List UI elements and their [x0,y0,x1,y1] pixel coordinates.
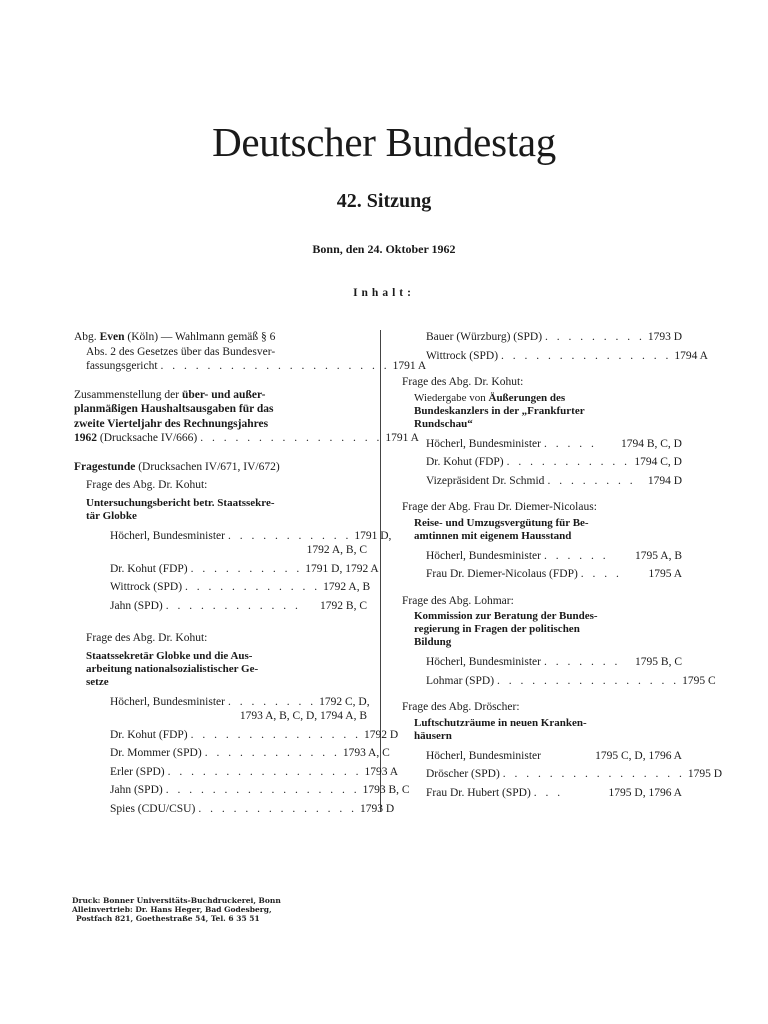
contents-heading: Inhalt: [353,287,415,299]
speaker-entry: Jahn (SPD) . . . . . . . . . . . . 1792 B, C [110,599,367,612]
document-title: Deutscher Bundestag [212,119,556,165]
speaker-entry: Dr. Mommer (SPD) . . . . . . . . . . . . 1793 A, C [110,747,390,759]
speaker-entry: Höcherl, Bundesminister . . . . . . . . 1792 C, D, [110,695,370,708]
question-topic: Reise- und Umzugsvergütung für Be- amtinnen mit eigenem Hausstand [414,516,589,542]
speaker-entry: Höcherl, Bundesminister 1795 C, D, 1796 A [426,749,682,762]
speaker-entry: Höcherl, Bundesminister . . . . . . 1795 A, B [426,549,682,562]
speaker-entry: Dr. Kohut (FDP) . . . . . . . . . . 1791 D, 1792 A [110,562,379,575]
question-heading: Frage des Abg. Dr. Kohut: [86,632,208,644]
speaker-entry: Dr. Kohut (FDP) . . . . . . . . . . . . . . . 1792 D [110,728,399,741]
contents-left-column [74,330,427,830]
entry-even: Abg. Even (Köln) — Wahlmann gemäß § 6 Abs. 2 des Gesetzes über das Bundesver- fassungsgericht . . . . . . . . . . . . . . . . . . . . 1791 A [74,331,427,372]
question-heading: Frage der Abg. Frau Dr. Diemer-Nicolaus: [402,501,597,513]
speaker-entry: Bauer (Würzburg) (SPD) . . . . . . . . . 1793 D [426,331,683,343]
speaker-entry: Dr. Kohut (FDP) . . . . . . . . . . . 1794 C, D [426,456,682,468]
question-topic: Untersuchungsbericht betr. Staatssekre- tär Globke [86,496,275,522]
member-name: Even [99,331,125,343]
question-topic: Kommission zur Beratung der Bundes- regierung in Fragen der politischen Bildung [414,610,598,648]
question-heading: Frage des Abg. Dr. Kohut: [86,479,208,491]
speaker-entry: Erler (SPD) . . . . . . . . . . . . . . . . . 1793 A [110,765,399,778]
question-topic: Staatssekretär Globke und die Aus- arbeitung nationalsozialistischer Ge- setze [86,649,259,688]
speaker-entry: Frau Dr. Diemer-Nicolaus (FDP) . . . . 1795 A [426,568,682,580]
session-dateline: Bonn, den 24. Oktober 1962 [312,242,456,256]
speaker-entry: Vizepräsident Dr. Schmid . . . . . . . . 1794 D [426,474,682,487]
speaker-entry: Höcherl, Bundesminister . . . . . . . . . . . 1791 D, [110,529,392,542]
page-reference: 1791 A [392,360,427,372]
question-heading: Frage des Abg. Dröscher: [402,701,520,713]
speaker-entry: Spies (CDU/CSU) . . . . . . . . . . . . . . 1793 D [110,802,395,815]
speaker-entry: Wittrock (SPD) . . . . . . . . . . . . . . . 1794 A [426,349,708,362]
speaker-entry: Lohmar (SPD) . . . . . . . . . . . . . . . . 1795 C [426,674,716,687]
session-number: 42. Sitzung [336,190,432,212]
speaker-entry: Wittrock (SPD) . . . . . . . . . . . . 1792 A, B [110,581,371,593]
speaker-entry: Dröscher (SPD) . . . . . . . . . . . . . . . . 1795 D [426,768,723,780]
question-topic: Luftschutzräume in neuen Kranken- häusern [414,716,587,742]
speaker-entry: Höcherl, Bundesminister . . . . . . . 1795 B, C [426,656,682,668]
question-topic: Wiedergabe von Äußerungen des Bundeskanzlers in der „Frankfurter Rundschau“ [414,391,585,430]
contents-right-column [402,330,723,804]
question-heading: Frage des Abg. Dr. Kohut: [402,376,524,388]
page-reference: 1791 A [385,432,419,444]
speaker-entry: Frau Dr. Hubert (SPD) . . . 1795 D, 1796 A [426,786,682,799]
entry-fragestunde: Fragestunde (Drucksachen IV/671, IV/672) Frage des Abg. Dr. Kohut: Untersuchungsbericht betr. Staatssekre- tär Globke Höcherl, Bundesminister . . . . . . . . . . . 1791 D, 1792 A, B, C Dr. Kohut (FDP) . . . . . . . . . . 1791 D, 1792 A Wittrock (SPD) . . . . . . . . . . . . 1792 A, B Jahn (SPD) . . . . . . . . . . . . 1792 B, C Frage des Abg. Dr. Kohut: Staatssekretär Globke und die Aus- arbeitung nationalsozialistischer Ge- setze Höcherl, Bundesminister . . . . . . . . 1792 C, D, 1793 A, B, C, D, 1794 A, B Dr. Kohut (FDP) . . . . . . . . . . . . . . . 1792 D Dr. Mommer (SPD) . . . . . . . . . . . . 1793 A, C Erler (SPD) . . . . . . . . . . . . . . . . . 1793 A Jahn (SPD) . . . . . . . . . . . . . . . . . 1793 B, C Spies (CDU/CSU) . . . . . . . . . . . . . . 1793 D [74,460,410,815]
speaker-entry: Höcherl, Bundesminister . . . . . 1794 B, C, D [426,437,682,450]
entry-zusammenstellung: Zusammenstellung der über- und außer- planmäßigen Haushaltsausgaben für das zweite Vierteljahr des Rechnungsjahres 1962 (Drucksache IV/666) . . . . . . . . . . . . . . . . 1791 A [74,388,419,444]
speaker-entry: Jahn (SPD) . . . . . . . . . . . . . . . . . 1793 B, C [110,784,410,796]
printer-imprint: Druck: Bonner Universitäts-Buchdruckerei, Bonn Alleinvertrieb: Dr. Hans Heger, Bad Godesberg, Postfach 821, Goethestraße 54, Tel. 6 35 51 [72,896,281,923]
question-heading: Frage des Abg. Lohmar: [402,594,514,607]
